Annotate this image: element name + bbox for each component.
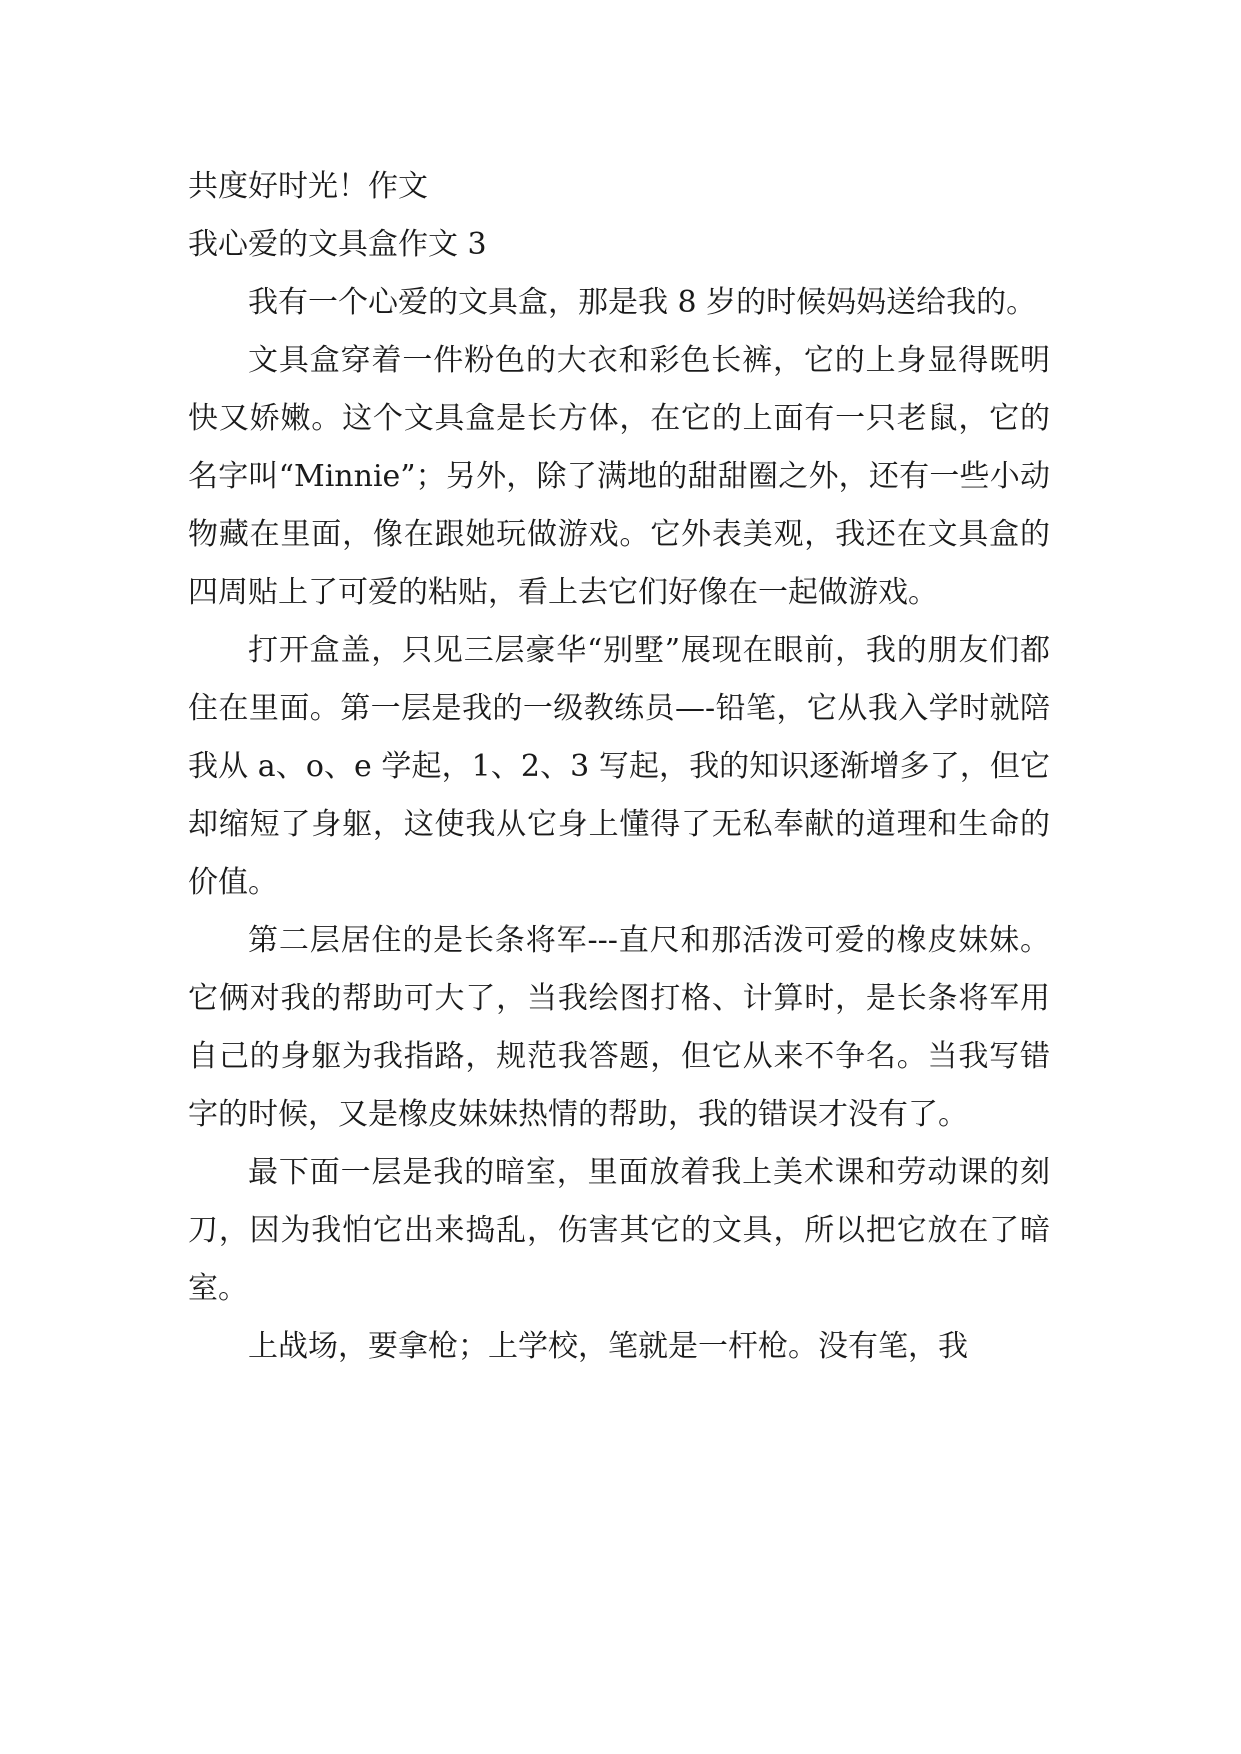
paragraph: 文具盒穿着一件粉色的大衣和彩色长裤，它的上身显得既明快又娇嫩。这个文具盒是长方体，在它的上面有一只老鼠，它的名字叫“Minnie”；另外，除了满地的甜甜圈之外，还有一些小动物藏在里面，像在跟她玩做游戏。它外表美观，我还在文具盒的四周贴上了可爱的粘贴，看上去它们好像在一起做游戏。 <box>188 343 1050 610</box>
paragraph: 上战场，要拿枪；上学校，笔就是一杆枪。没有笔，我 <box>248 1329 968 1364</box>
paragraph: 我有一个心爱的文具盒，那是我 8 岁的时候妈妈送给我的。 <box>248 285 1037 320</box>
paragraph: 第二层居住的是长条将军---直尺和那活泼可爱的橡皮妹妹。它俩对我的帮助可大了，当我绘图打格、计算时，是长条将军用自己的身躯为我指路，规范我答题，但它从来不争名。当我写错字的时候，又是橡皮妹妹热情的帮助，我的错误才没有了。 <box>188 923 1050 1132</box>
paragraph: 最下面一层是我的暗室，里面放着我上美术课和劳动课的刻刀，因为我怕它出来捣乱，伤害其它的文具，所以把它放在了暗室。 <box>188 1155 1050 1306</box>
paragraph: 打开盒盖，只见三层豪华“别墅”展现在眼前，我的朋友们都住在里面。第一层是我的一级教练员—-铅笔，它从我入学时就陪我从 a、o、e 学起，1、2、3 写起，我的知识逐渐增多了，但它却缩短了身躯，这使我从它身上懂得了无私奉献的道理和生命的价值。 <box>188 633 1050 900</box>
document-body <box>188 158 1050 1376</box>
essay-title: 我心爱的文具盒作文 3 <box>188 227 487 262</box>
heading-line: 共度好时光！作文 <box>188 169 428 204</box>
